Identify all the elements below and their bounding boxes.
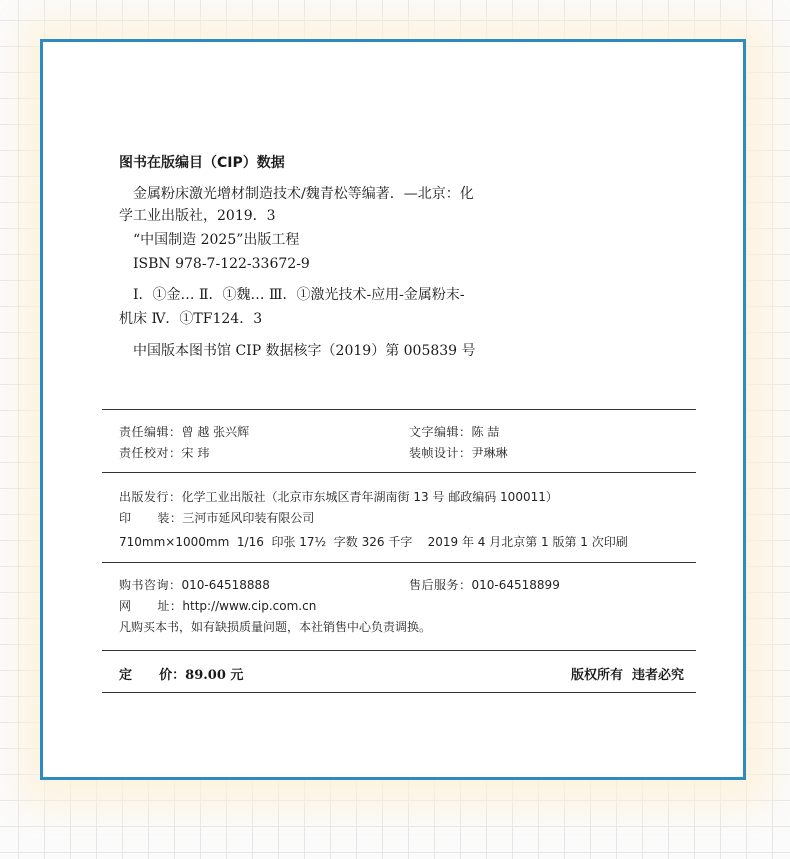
cip-line-subjects-text: Ⅰ．①金… Ⅱ．①魏… Ⅲ．①激光技术-应用-金属粉末- (133, 287, 465, 303)
responsible-editor: 曾 越 张兴辉 (181, 425, 250, 439)
cip-line-title (119, 183, 549, 205)
purchase-phone: 010-64518888 (181, 578, 270, 592)
editors-block (119, 422, 508, 464)
book-specs: 710mm×1000mm 1/16 印张 17½ 字数 326 千字 2019 年 4 月北京第 1 版第 1 次印刷 (119, 535, 628, 549)
cip-line-isbn-text: ISBN 978-7-122-33672-9 (133, 256, 310, 272)
cip-title: 图书在版编目（CIP）数据 (119, 155, 285, 171)
return-notice: 凡购买本书，如有缺损质量问题，本社销售中心负责调换。 (119, 620, 432, 634)
proofreader: 宋 玮 (181, 446, 210, 460)
text-editor: 陈 喆 (471, 425, 500, 439)
cip-line-series-text: “中国制造 2025”出版工程 (133, 232, 300, 248)
text-editor-group (409, 422, 499, 443)
designer-label: 装帧设计： (409, 446, 472, 460)
printer: 三河市延风印装有限公司 (182, 511, 315, 525)
purchase-label: 购书咨询： (119, 578, 182, 592)
cip-line-subjects (119, 284, 549, 306)
aftersale-group (409, 575, 560, 596)
proofreader-label: 责任校对： (119, 446, 182, 460)
divider-4 (102, 650, 696, 651)
printer-label: 印 装： (119, 511, 183, 525)
responsible-editor-label: 责任编辑： (119, 425, 182, 439)
cip-line-record (119, 340, 549, 362)
price-label: 定 价： (119, 668, 186, 683)
aftersale-phone: 010-64518899 (471, 578, 560, 592)
designer: 尹琳琳 (471, 446, 508, 460)
cip-block (119, 153, 549, 362)
divider-5 (102, 692, 696, 693)
divider-2 (102, 472, 696, 473)
cip-line-title-text: 金属粉床激光增材制造技术/魏青松等编著．—北京：化 (133, 186, 474, 202)
cip-line-series (119, 229, 549, 251)
specs-row (119, 532, 628, 553)
publishing-block (119, 487, 628, 553)
copyright-page (40, 39, 746, 780)
website: http://www.cip.com.cn (182, 599, 317, 613)
publisher-label: 出版发行： (119, 490, 182, 504)
publisher-row (119, 487, 628, 508)
website-label: 网 址： (119, 599, 183, 613)
copyright-notice: 版权所有 违者必究 (570, 668, 684, 683)
editors-row-1 (119, 422, 500, 443)
phone-row (119, 575, 560, 596)
publisher: 化学工业出版社（北京市东城区青年湖南街 13 号 邮政编码 100011） (181, 490, 558, 504)
website-row (119, 596, 431, 617)
cip-line-isbn (119, 253, 549, 275)
divider-3 (102, 562, 696, 563)
editors-row-2 (119, 443, 508, 464)
price-row (119, 666, 684, 686)
printer-row (119, 508, 628, 529)
notice-row (119, 617, 431, 638)
contact-block (119, 575, 560, 638)
price: 89.00 元 (185, 668, 244, 683)
designer-group (409, 443, 508, 464)
divider-1 (102, 409, 696, 410)
text-editor-label: 文字编辑： (409, 425, 472, 439)
cip-line-record-text: 中国版本图书馆 CIP 数据核字（2019）第 005839 号 (133, 343, 476, 359)
aftersale-label: 售后服务： (409, 578, 472, 592)
cip-line-publisher: 学工业出版社，2019．3 (119, 208, 276, 224)
cip-line-classification: 机床 Ⅳ．①TF124．3 (119, 311, 263, 327)
